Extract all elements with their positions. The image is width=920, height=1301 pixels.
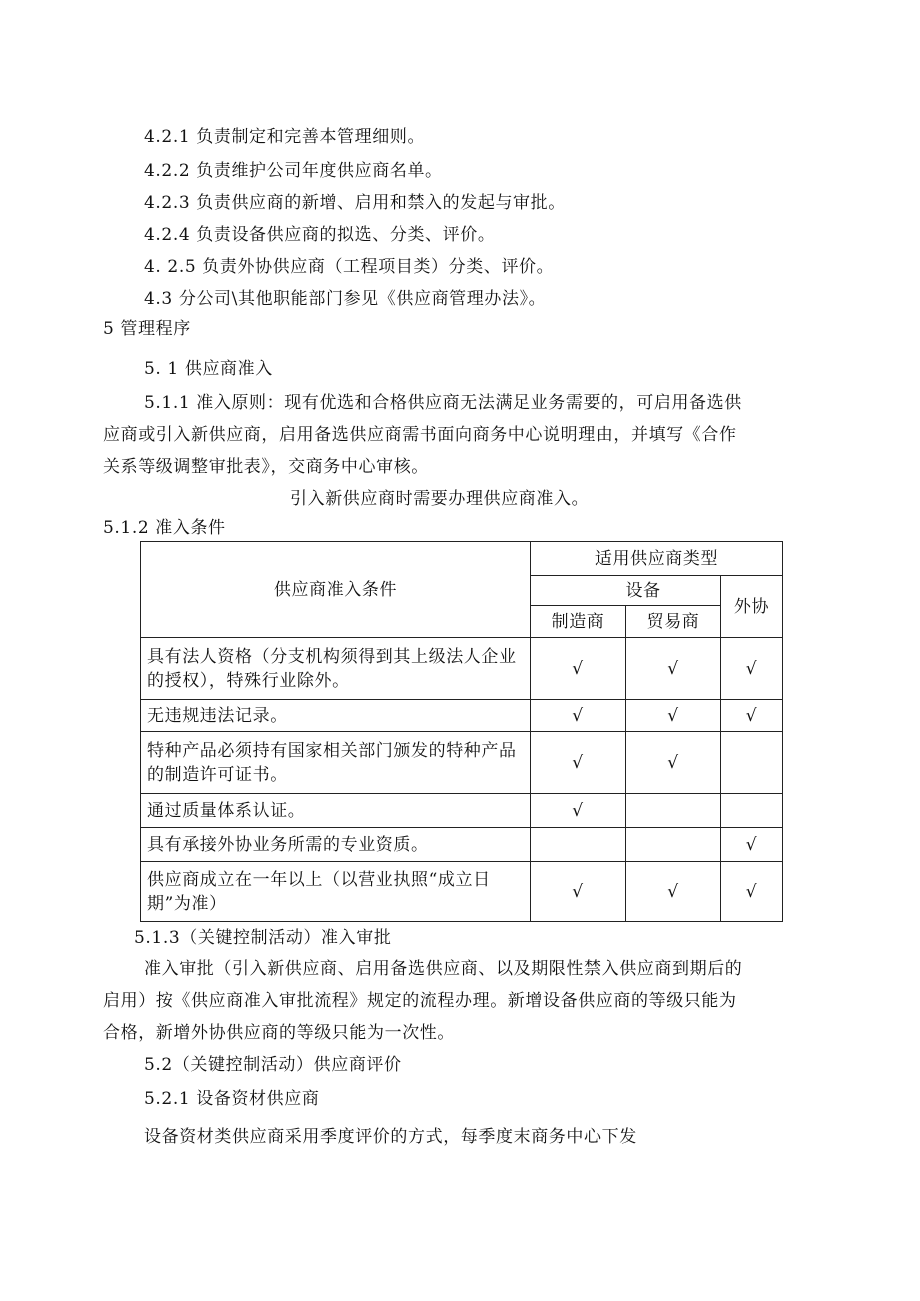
clause-4-2-3: 4.2.3 负责供应商的新增、启用和禁入的发起与审批。 xyxy=(144,193,566,213)
check-outsource: √ xyxy=(721,862,783,922)
check-manufacturer: √ xyxy=(531,700,626,732)
check-manufacturer xyxy=(531,828,626,862)
table-row xyxy=(141,828,783,862)
clause-5-1-3-line1: 准入审批（引入新供应商、启用备选供应商、以及期限性禁入供应商到期后的 xyxy=(144,959,743,979)
check-outsource xyxy=(721,732,783,794)
admission-conditions-table xyxy=(140,541,783,922)
header-applicable-type: 适用供应商类型 xyxy=(531,542,783,576)
section-5-title: 5 管理程序 xyxy=(103,319,191,339)
header-outsource: 外协 xyxy=(721,576,783,638)
section-5-1-title: 5. 1 供应商准入 xyxy=(144,359,273,379)
header-trader: 贸易商 xyxy=(626,606,721,638)
header-equipment-blank xyxy=(531,576,626,606)
table-row xyxy=(141,700,783,732)
clause-4-2-2: 4.2.2 负责维护公司年度供应商名单。 xyxy=(144,161,443,181)
row-condition: 具有承接外协业务所需的专业资质。 xyxy=(141,828,531,862)
header-manufacturer: 制造商 xyxy=(531,606,626,638)
check-manufacturer: √ xyxy=(531,638,626,700)
clause-4-2-1: 4.2.1 负责制定和完善本管理细则。 xyxy=(144,127,426,147)
check-trader xyxy=(626,828,721,862)
table-row xyxy=(141,794,783,828)
clause-4-2-5: 4. 2.5 负责外协供应商（工程项目类）分类、评价。 xyxy=(144,257,555,277)
clause-5-1-3-title: 5.1.3（关键控制活动）准入审批 xyxy=(134,928,392,948)
check-manufacturer: √ xyxy=(531,794,626,828)
clause-5-2-1-text: 设备资材类供应商采用季度评价的方式，每季度末商务中心下发 xyxy=(144,1127,637,1147)
check-manufacturer: √ xyxy=(531,732,626,794)
section-5-2-title: 5.2（关键控制活动）供应商评价 xyxy=(144,1055,402,1075)
table-row xyxy=(141,638,783,700)
check-trader: √ xyxy=(626,700,721,732)
check-trader: √ xyxy=(626,732,721,794)
clause-5-1-1-line3: 关系等级调整审批表》，交商务中心审核。 xyxy=(103,457,429,477)
check-trader: √ xyxy=(626,638,721,700)
table-row xyxy=(141,862,783,922)
row-condition: 供应商成立在一年以上（以营业执照“成立日期”为准） xyxy=(141,862,531,922)
row-condition: 特种产品必须持有国家相关部门颁发的特种产品的制造许可证书。 xyxy=(141,732,531,794)
check-outsource: √ xyxy=(721,700,783,732)
row-condition: 具有法人资格（分支机构须得到其上级法人企业的授权），特殊行业除外。 xyxy=(141,638,531,700)
check-outsource xyxy=(721,794,783,828)
clause-5-2-1-title: 5.2.1 设备资材供应商 xyxy=(144,1089,320,1109)
clause-5-1-1-line4: 引入新供应商时需要办理供应商准入。 xyxy=(290,489,590,509)
header-condition: 供应商准入条件 xyxy=(141,542,531,638)
table-row xyxy=(141,732,783,794)
clause-5-1-3-line3: 合格，新增外协供应商的等级只能为一次性。 xyxy=(103,1023,455,1043)
row-condition: 无违规违法记录。 xyxy=(141,700,531,732)
clause-4-3: 4.3 分公司\其他职能部门参见《供应商管理办法》。 xyxy=(144,289,547,309)
check-manufacturer: √ xyxy=(531,862,626,922)
clause-5-1-2-title: 5.1.2 准入条件 xyxy=(103,518,226,538)
header-equipment: 设备 xyxy=(626,576,721,606)
clause-4-2-4: 4.2.4 负责设备供应商的拟选、分类、评价。 xyxy=(144,225,496,245)
check-trader: √ xyxy=(626,862,721,922)
row-condition: 通过质量体系认证。 xyxy=(141,794,531,828)
check-outsource: √ xyxy=(721,638,783,700)
check-trader xyxy=(626,794,721,828)
clause-5-1-1-line1: 5.1.1 准入原则：现有优选和合格供应商无法满足业务需要的，可启用备选供 xyxy=(144,393,742,413)
clause-5-1-3-line2: 启用）按《供应商准入审批流程》规定的流程办理。新增设备供应商的等级只能为 xyxy=(103,991,737,1011)
check-outsource: √ xyxy=(721,828,783,862)
clause-5-1-1-line2: 应商或引入新供应商，启用备选供应商需书面向商务中心说明理由，并填写《合作 xyxy=(103,425,737,445)
